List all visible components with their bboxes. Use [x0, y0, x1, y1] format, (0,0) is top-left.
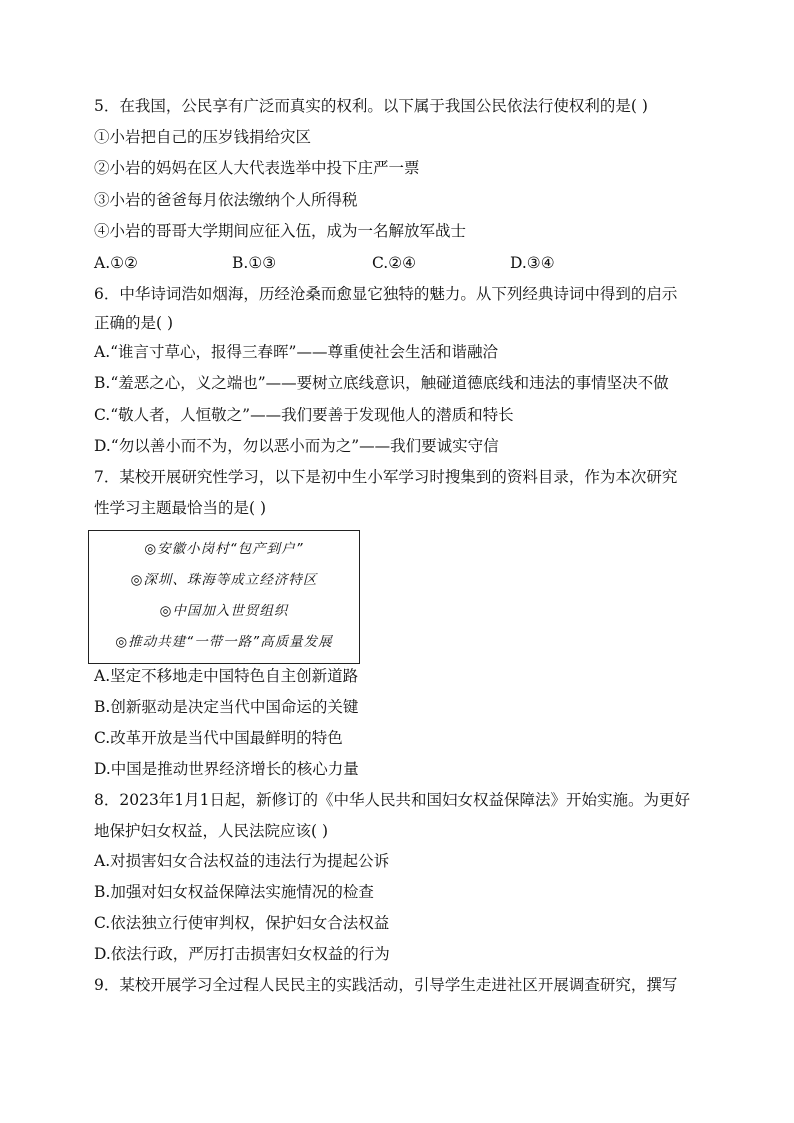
- q6-option-a[interactable]: A.“谁言寸草心，报得三春晖”——尊重使社会生活和谐融洽: [94, 343, 498, 361]
- q7-option-b[interactable]: B.创新驱动是决定当代中国命运的关键: [94, 698, 359, 716]
- q8-option-d[interactable]: D.依法行政，严厉打击损害妇女权益的行为: [94, 945, 390, 963]
- q7-box-item-3: ◎中国加入世贸组织: [159, 603, 289, 619]
- q5-option-c[interactable]: C.②④: [372, 254, 417, 272]
- q8-stem-line2: 地保护妇女权益，人民法院应该( ): [94, 822, 329, 840]
- q5-item-1: ①小岩把自己的压岁钱捐给灾区: [94, 128, 312, 146]
- q7-box-item-2: ◎深圳、珠海等成立经济特区: [130, 572, 318, 588]
- q7-option-d[interactable]: D.中国是推动世界经济增长的核心力量: [94, 760, 359, 778]
- q8-option-b[interactable]: B.加强对妇女权益保障法实施情况的检查: [94, 883, 374, 901]
- q5-item-4: ④小岩的哥哥大学期间应征入伍，成为一名解放军战士: [94, 222, 467, 240]
- q7-box-item-4: ◎推动共建“一带一路”高质量发展: [115, 634, 333, 650]
- q7-stem-line1: 7．某校开展研究性学习，以下是初中生小军学习时搜集到的资料目录，作为本次研究: [94, 468, 678, 486]
- q7-option-a[interactable]: A.坚定不移地走中国特色自主创新道路: [94, 667, 359, 685]
- q8-stem-line1: 8．2023年1月1日起，新修订的《中华人民共和国妇女权益保障法》开始实施。为更好: [94, 791, 691, 809]
- q6-stem-line1: 6．中华诗词浩如烟海，历经沧桑而愈显它独特的魅力。从下列经典诗词中得到的启示: [94, 285, 678, 303]
- q5-option-b[interactable]: B.①③: [232, 254, 277, 272]
- q5-option-a[interactable]: A.①②: [94, 254, 138, 272]
- q8-option-c[interactable]: C.依法独立行使审判权，保护妇女合法权益: [94, 914, 390, 932]
- q6-option-c[interactable]: C.“敬人者，人恒敬之”——我们要善于发现他人的潜质和特长: [94, 406, 514, 424]
- q7-option-c[interactable]: C.改革开放是当代中国最鲜明的特色: [94, 729, 343, 747]
- q5-item-2: ②小岩的妈妈在区人大代表选举中投下庄严一票: [94, 159, 420, 177]
- q7-box-item-1: ◎安徽小岗村“包产到户”: [144, 541, 304, 557]
- q5-item-3: ③小岩的爸爸每月依法缴纳个人所得税: [94, 191, 358, 209]
- q6-option-b[interactable]: B.“羞恶之心，义之端也”——要树立底线意识，触碰道德底线和违法的事情坚决不做: [94, 374, 669, 392]
- q8-option-a[interactable]: A.对损害妇女合法权益的违法行为提起公诉: [94, 852, 390, 870]
- q6-stem-line2: 正确的是( ): [94, 314, 174, 332]
- q5-option-d[interactable]: D.③④: [510, 254, 555, 272]
- q7-stem-line2: 性学习主题最恰当的是( ): [94, 499, 267, 517]
- q5-stem: 5．在我国，公民享有广泛而真实的权利。以下属于我国公民依法行使权利的是( ): [94, 97, 648, 115]
- q6-option-d[interactable]: D.“勿以善小而不为，勿以恶小而为之”——我们要诚实守信: [94, 437, 499, 455]
- q7-material-box: [88, 530, 360, 664]
- q9-stem-line1: 9．某校开展学习全过程人民民主的实践活动，引导学生走进社区开展调查研究，撰写: [94, 976, 678, 994]
